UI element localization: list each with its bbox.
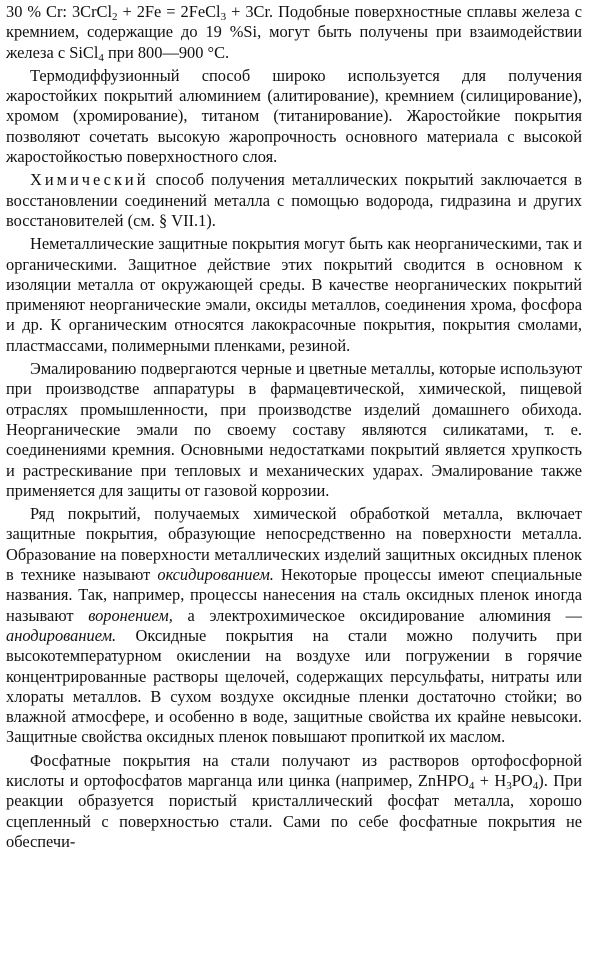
- text-run: PO: [511, 770, 533, 790]
- subscript: 3: [506, 779, 512, 792]
- text-run: Некоторые процессы имеют специальные названия. Так, например, процессы нанесения на сталь оксидных пленок иногда называют: [6, 565, 582, 625]
- paragraph-chromium-reaction: [6, 2, 582, 63]
- text-run: ). При реакции образуется пористый кристаллический фосфат металла, хорошо сцепленный с поверхностью стали. Сами по себе фосфатные покрытия не обеспечи-: [6, 770, 583, 851]
- paragraph-thermodiffusion: Термодиффузионный способ широко используется для получения жаростойких покрытий алюминием (алитирование), кремнием (силицирование), хромом (хромирование), титаном (титанирование). Жаростойкие покрытия позволяют сочетать высокую жаропрочность основного материала с высокой жаростойкостью поверхностного слоя.: [6, 65, 582, 167]
- paragraph-chemical-method: [6, 170, 582, 231]
- paragraph-enameling: Эмалированию подвергаются черные и цветные металлы, которые используют при производстве аппаратуры в фармацевтической, химической, пищевой отраслях промышленности, при производстве изделий домашнего обихода. Неорганические эмали по своему составу являются силикатами, т. е. соединениями кремния. Основными недостатками покрытий является хрупкость и растрескивание при тепловых и механических ударах. Эмалирование также применяется для защиты от газовой коррозии.: [6, 359, 582, 500]
- paragraph-oxidation: [6, 504, 582, 748]
- text-run: + 3Cr. Подобные поверхностные сплавы железа с кремнием, содержащие до 19 %Si, могут быть получены при взаимодействии железа с SiCl: [6, 2, 582, 62]
- subscript: 2: [112, 11, 118, 23]
- text-run: 30 % Cr: 3CrCl: [6, 2, 113, 21]
- spaced-term: Химический: [30, 170, 149, 190]
- text-run: а электрохимическое оксидирование алюминия —: [172, 605, 582, 625]
- subscript: 4: [468, 779, 475, 792]
- paragraph-nonmetallic-coatings: Неметаллические защитные покрытия могут быть как неорганическими, так и органическими. Защитное действие этих покрытий сводится в основном к изоляции металла от окружающей среды. В качестве неорганических покрытий применяют неорганические эмали, оксиды металлов, соединения хрома, фосфора и др. К органическим относятся лакокрасочные покрытия, покрытия смолами, пластмассами, полимерными пленками, резиной.: [6, 234, 582, 355]
- italic-term: воронением,: [88, 605, 173, 625]
- text-run: Фосфатные покрытия на стали получают из растворов ортофосфорной кислоты и ортофосфатов марганца или цинка (например, ZnHPO: [6, 750, 582, 790]
- subscript: 4: [532, 779, 539, 792]
- text-run: + 2Fe = 2FeCl: [117, 2, 221, 21]
- italic-term: оксидированием.: [157, 565, 274, 585]
- italic-term: анодированием.: [6, 625, 117, 645]
- text-run: способ получения металлических покрытий заключается в восстановлении соединений металла с помощью водорода, гидразина и других восстановителей (см. § VII.1).: [6, 170, 582, 230]
- subscript: 3: [220, 11, 227, 23]
- subscript: 4: [98, 51, 104, 64]
- text-run: Оксидные покрытия на стали можно получить при высокотемпературном окислении на воздухе или погружении в горячие концентрированные растворы щелочей, содержащих персульфаты, нитраты или хлораты металлов. В сухом воздухе оксидные пленки достаточно стойки; во влажной атмосфере, и особенно в воде, защитные свойства их крайне невысоки. Защитные свойства оксидных пленок повышают пропиткой их маслом.: [6, 625, 582, 747]
- paragraph-phosphate: [6, 751, 582, 852]
- text-run: при 800—900 °C.: [103, 42, 230, 62]
- text-run: + H: [474, 770, 507, 790]
- text-run: Ряд покрытий, получаемых химической обработкой металла, включает защитные покрытия, образующие непосредственно на поверхности металла. Образование на поверхности металлических изделий защитных оксидных пленок в технике называют: [6, 504, 582, 585]
